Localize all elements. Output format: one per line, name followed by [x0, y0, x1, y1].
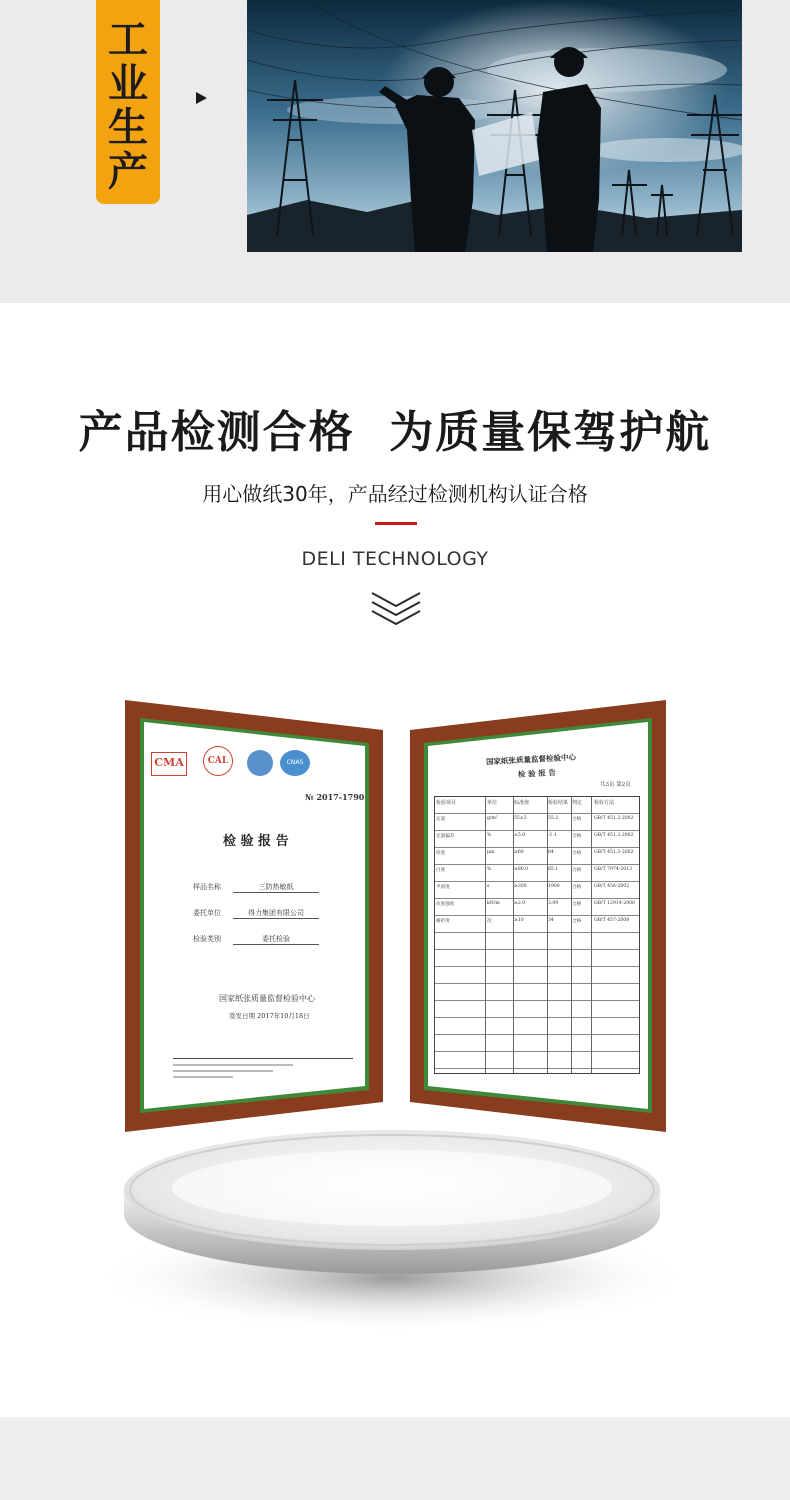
table-cell: 合格: [572, 851, 582, 856]
table-cell: 耐折度: [436, 919, 450, 924]
issuer-name: 国家纸张质量监督检验中心: [219, 994, 315, 1003]
table-cell: 定量偏差: [436, 834, 455, 839]
field-label: 委托单位: [193, 909, 221, 917]
org-name: 国家纸张质量监督检验中心: [485, 752, 577, 767]
table-cell: ±5.0: [514, 833, 526, 838]
page-indicator: 共3页 第2页: [600, 782, 631, 788]
report-title: 检 验 报 告: [223, 834, 289, 849]
table-head-cell: 判定: [572, 800, 583, 806]
table-head-cell: 检验结果: [548, 800, 569, 806]
table-col-divider: [485, 797, 486, 1073]
table-cell: 白度: [436, 868, 446, 873]
table-cell: ≥80.0: [514, 867, 529, 872]
table-cell: 55±3: [514, 816, 527, 821]
accent-divider: [375, 522, 417, 525]
table-col-divider: [591, 797, 592, 1073]
table-cell: 定量: [436, 817, 446, 822]
report-title: 检 验 报 告: [517, 768, 557, 779]
certificate-right: [410, 700, 668, 1132]
table-cell: 厚度: [436, 851, 446, 856]
badge-char: 产: [108, 149, 148, 195]
table-cell: 1900: [548, 884, 560, 889]
footer-line: [173, 1076, 233, 1078]
table-col-divider: [547, 797, 548, 1073]
table-head-cell: 标准值: [514, 800, 530, 806]
cal-logo: CAL: [203, 746, 233, 776]
footer-rule: [173, 1058, 353, 1059]
table-cell: GB/T 12914-2008: [594, 901, 635, 906]
table-head-cell: 检验项目: [436, 800, 457, 806]
table-cell: GB/T 451.2-2002: [594, 816, 634, 821]
table-cell: 合格: [572, 817, 582, 822]
table-cell: 合格: [572, 919, 582, 924]
top-banner-section: [0, 0, 790, 303]
table-cell: %: [487, 833, 492, 838]
certificate-left: [125, 700, 385, 1132]
table-cell: kN/m: [487, 901, 500, 906]
footer-line: [173, 1070, 273, 1072]
category-badge: [96, 0, 160, 204]
cnas-logo: CNAS: [280, 750, 310, 776]
table-cell: ≥10: [514, 918, 524, 923]
globe-logo-icon: [247, 750, 273, 776]
table-cell: 34: [548, 918, 554, 923]
table-cell: 抗张强度: [436, 902, 455, 907]
table-cell: ≥2.0: [514, 901, 526, 906]
report-number: № 2017-1790: [305, 792, 365, 802]
table-cell: s: [487, 884, 490, 889]
table-cell: 3.09: [548, 901, 559, 906]
table-cell: GB/T 451.2-2002: [594, 833, 634, 838]
table-cell: 64: [548, 850, 554, 855]
table-cell: g/m²: [487, 816, 498, 821]
issue-date: 签发日期 2017年10月18日: [229, 1012, 310, 1020]
table-cell: 次: [487, 919, 492, 924]
field-label: 样品名称: [193, 883, 221, 891]
table-cell: 合格: [572, 868, 582, 873]
table-cell: 合格: [572, 902, 582, 907]
field-value: 得力集团有限公司: [233, 908, 319, 919]
badge-char: 业: [108, 61, 148, 107]
table-cell: -1.1: [548, 833, 557, 838]
table-cell: ≥300: [514, 884, 527, 889]
table-cell: GB/T 457-2008: [594, 918, 630, 923]
table-cell: 合格: [572, 885, 582, 890]
badge-char: 生: [108, 105, 148, 151]
field-value: 三防热敏纸: [233, 882, 319, 893]
double-chevron-down-icon: [369, 588, 423, 628]
section-headline: 产品检测合格 为质量保驾护航: [78, 407, 712, 458]
table-col-divider: [513, 797, 514, 1073]
table-cell: μm: [487, 850, 495, 855]
engineers-power-lines-photo: [247, 0, 742, 252]
table-cell: 85.1: [548, 867, 559, 872]
table-cell: 55.2: [548, 816, 559, 821]
table-cell: GB/T 7974-2013: [594, 867, 633, 872]
brand-english-label: DELI TECHNOLOGY: [301, 548, 489, 570]
table-cell: %: [487, 867, 492, 872]
section-subline: 用心做纸30年，产品经过检测机构认证合格: [202, 482, 588, 506]
table-head-cell: 检验方法: [594, 800, 615, 806]
table-cell: 合格: [572, 834, 582, 839]
table-cell: GB/T 456-2002: [594, 884, 630, 889]
table-cell: ≥60: [514, 850, 524, 855]
footer-line: [173, 1064, 293, 1066]
bottom-band: [0, 1417, 790, 1500]
table-cell: 平滑度: [436, 885, 450, 890]
table-cell: GB/T 451.3-2002: [594, 850, 634, 855]
cma-logo: CMA: [151, 752, 187, 776]
triangle-right-icon: [196, 92, 207, 104]
badge-char: 工: [108, 17, 148, 63]
display-pedestal: [82, 1128, 702, 1338]
table-head-cell: 单位: [487, 800, 498, 806]
field-value: 委托检验: [233, 934, 319, 945]
field-label: 检验类别: [193, 935, 221, 943]
